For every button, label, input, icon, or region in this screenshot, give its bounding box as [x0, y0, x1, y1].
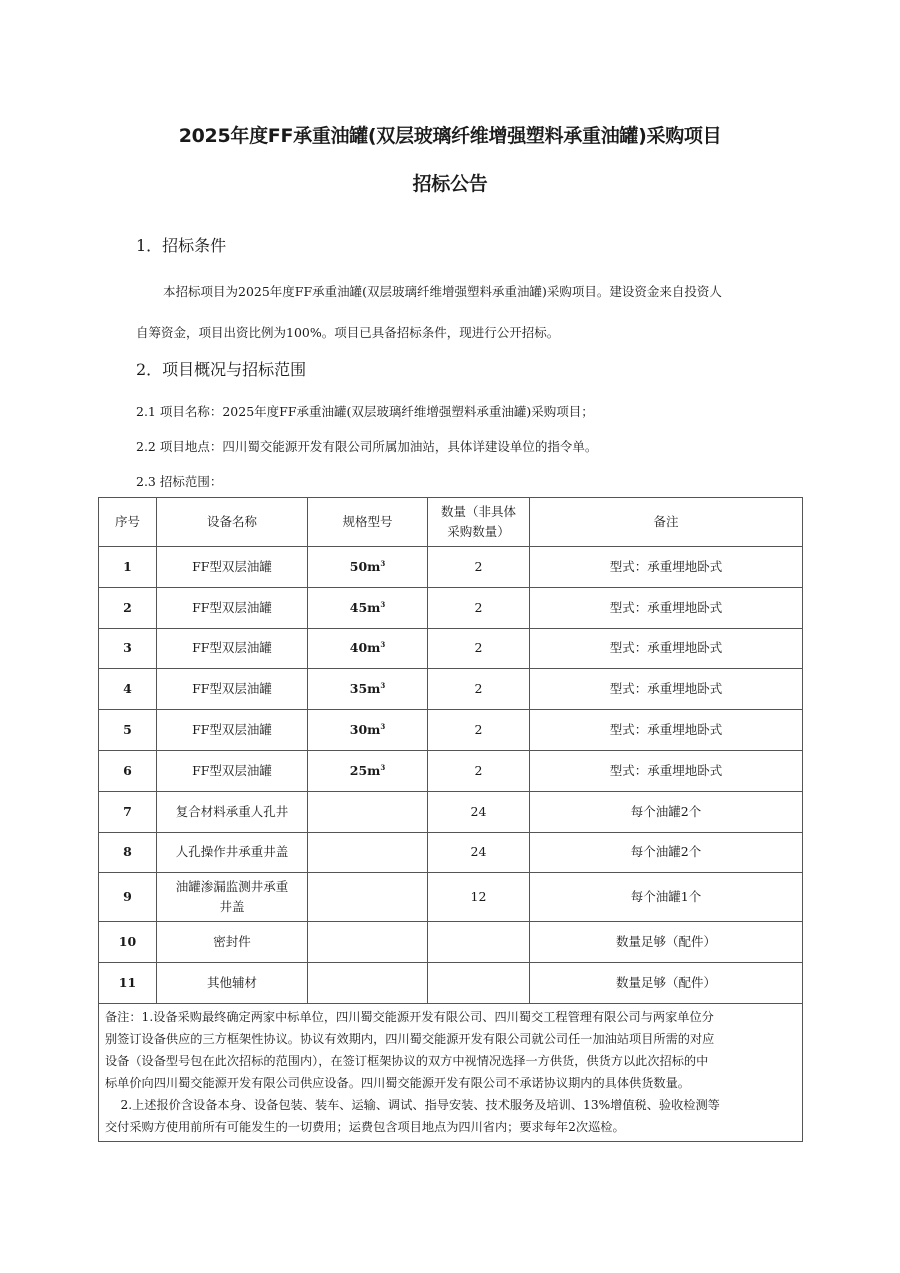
spec-value: 50m: [349, 558, 381, 574]
spec-unit-superscript: 3: [380, 640, 386, 650]
cell-name: FF型双层油罐: [157, 669, 308, 710]
table-row: [99, 587, 803, 628]
header-qty-line1: 数量（非具体: [440, 504, 516, 519]
note-line: 2.上述报价含设备本身、设备包装、装车、运输、调试、指导安装、技术服务及培训、13%增值税、验收检测等: [105, 1097, 720, 1112]
cell-qty: 2: [428, 750, 530, 791]
note-line: 交付采购方使用前所有可能发生的一切费用；运费包含项目地点为四川省内；要求每年2次巡检。: [105, 1119, 625, 1134]
cell-spec: [308, 963, 428, 1004]
cell-spec: [308, 547, 428, 588]
spec-unit-superscript: 3: [380, 721, 386, 731]
cell-name: 密封件: [157, 922, 308, 963]
cell-qty: [428, 963, 530, 1004]
cell-spec: [308, 832, 428, 873]
section1-heading: 1．招标条件: [136, 236, 227, 255]
table-row: [99, 710, 803, 751]
cell-remark: 每个油罐2个: [530, 791, 803, 832]
cell-qty: 2: [428, 710, 530, 751]
cell-name-line2: 井盖: [219, 899, 245, 915]
cell-remark: 型式：承重埋地卧式: [530, 669, 803, 710]
cell-name: FF型双层油罐: [157, 587, 308, 628]
cell-remark: 型式：承重埋地卧式: [530, 547, 803, 588]
spec-value: 30m: [349, 722, 381, 738]
spec-value: 25m: [349, 762, 381, 778]
cell-no: 3: [99, 628, 157, 669]
cell-spec: [308, 750, 428, 791]
header-qty: [428, 498, 530, 547]
spec-value: 35m: [349, 681, 381, 697]
header-remark: 备注: [530, 498, 803, 547]
cell-remark: 型式：承重埋地卧式: [530, 587, 803, 628]
table-row: [99, 628, 803, 669]
cell-qty: 2: [428, 587, 530, 628]
cell-qty: 2: [428, 547, 530, 588]
table-row: [99, 963, 803, 1004]
cell-spec: [308, 628, 428, 669]
cell-spec: [308, 791, 428, 832]
cell-no: 6: [99, 750, 157, 791]
table-row: [99, 922, 803, 963]
cell-qty: 24: [428, 832, 530, 873]
cell-no: 9: [99, 873, 157, 922]
cell-name-line1: 油罐渗漏监测井承重: [175, 879, 289, 895]
project-name-item: 2.1 项目名称：2025年度FF承重油罐(双层玻璃纤维增强塑料承重油罐)采购项目；: [136, 404, 594, 419]
section2-heading: 2．项目概况与招标范围: [136, 360, 307, 379]
cell-no: 11: [99, 963, 157, 1004]
header-qty-line2: 采购数量）: [447, 524, 510, 539]
cell-qty: 12: [428, 873, 530, 922]
note-line: 备注：1.设备采购最终确定两家中标单位，四川蜀交能源开发有限公司、四川蜀交工程管理有限公司与两家单位分: [105, 1009, 714, 1024]
spec-value: 45m: [349, 599, 381, 615]
cell-remark: 每个油罐1个: [530, 873, 803, 922]
spec-unit-superscript: 3: [380, 762, 386, 772]
cell-remark: 型式：承重埋地卧式: [530, 710, 803, 751]
table-row: [99, 669, 803, 710]
spec-value: 40m: [349, 640, 381, 656]
table-header-row: [99, 498, 803, 547]
cell-spec: [308, 587, 428, 628]
table-row: [99, 750, 803, 791]
cell-no: 4: [99, 669, 157, 710]
spec-unit-superscript: 3: [380, 599, 386, 609]
cell-no: 10: [99, 922, 157, 963]
cell-remark: 型式：承重埋地卧式: [530, 628, 803, 669]
cell-qty: 2: [428, 628, 530, 669]
note-line: 标单价向四川蜀交能源开发有限公司供应设备。四川蜀交能源开发有限公司不承诺协议期内的具体供货数量。: [105, 1075, 690, 1090]
cell-name: 复合材料承重人孔井: [157, 791, 308, 832]
header-name: 设备名称: [157, 498, 308, 547]
table-row: [99, 873, 803, 922]
cell-name: FF型双层油罐: [157, 628, 308, 669]
notes-cell: [99, 1003, 803, 1141]
document-subtitle: 招标公告: [412, 173, 488, 195]
document-title: 2025年度FF承重油罐(双层玻璃纤维增强塑料承重油罐)采购项目: [178, 125, 722, 147]
cell-no: 5: [99, 710, 157, 751]
bidding-scope-table: [98, 497, 803, 1142]
cell-qty: 24: [428, 791, 530, 832]
note-line: 别签订设备供应的三方框架性协议。协议有效期内，四川蜀交能源开发有限公司就公司任一加油站项目所需的对应: [105, 1031, 715, 1046]
cell-no: 1: [99, 547, 157, 588]
cell-name: 其他辅材: [157, 963, 308, 1004]
section1-paragraph-line2: 自筹资金，项目出资比例为100%。项目已具备招标条件，现进行公开招标。: [136, 325, 560, 340]
cell-name: FF型双层油罐: [157, 547, 308, 588]
section1-paragraph-line1: 本招标项目为2025年度FF承重油罐(双层玻璃纤维增强塑料承重油罐)采购项目。建设资金来自投资人: [163, 284, 722, 299]
cell-name: [157, 873, 308, 922]
cell-no: 7: [99, 791, 157, 832]
cell-spec: [308, 669, 428, 710]
bidding-scope-item: 2.3 招标范围：: [136, 474, 223, 489]
note-line: 设备（设备型号包在此次招标的范围内），在签订框架协议的双方中视情况选择一方供货，供货方以此次招标的中: [105, 1053, 709, 1068]
table-row: [99, 791, 803, 832]
cell-remark: 数量足够（配件）: [530, 922, 803, 963]
spec-unit-superscript: 3: [380, 558, 386, 568]
cell-name: 人孔操作井承重井盖: [157, 832, 308, 873]
spec-unit-superscript: 3: [380, 681, 386, 691]
cell-no: 8: [99, 832, 157, 873]
table-row: [99, 832, 803, 873]
cell-qty: [428, 922, 530, 963]
project-location-item: 2.2 项目地点：四川蜀交能源开发有限公司所属加油站，具体详建设单位的指令单。: [136, 439, 598, 454]
cell-name: FF型双层油罐: [157, 710, 308, 751]
cell-remark: 型式：承重埋地卧式: [530, 750, 803, 791]
cell-spec: [308, 922, 428, 963]
cell-name: FF型双层油罐: [157, 750, 308, 791]
header-spec: 规格型号: [308, 498, 428, 547]
cell-qty: 2: [428, 669, 530, 710]
header-no: 序号: [99, 498, 157, 547]
notes-row: [99, 1003, 803, 1141]
table-row: [99, 547, 803, 588]
cell-remark: 每个油罐2个: [530, 832, 803, 873]
cell-spec: [308, 873, 428, 922]
cell-remark: 数量足够（配件）: [530, 963, 803, 1004]
cell-spec: [308, 710, 428, 751]
cell-no: 2: [99, 587, 157, 628]
